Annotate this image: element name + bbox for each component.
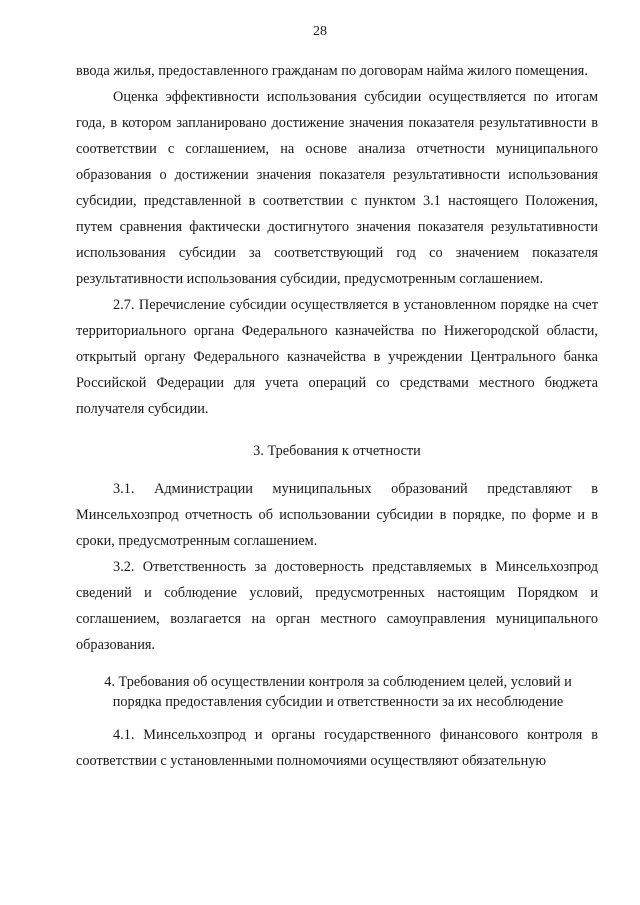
paragraph-2-7: 2.7. Перечисление субсидии осуществляется в установленном порядке на счет территориального органа Федерального казначейства по Нижегородской области, открытый органу Федерального казначейства в учреждении Центрального банка Российской Федерации для учета операций со средствами местного бюджета получателя субсидии. [76,297,598,417]
paragraph-3-1: 3.1. Администрации муниципальных образований представляют в Минсельхозпрод отчетность об использовании субсидии в порядке, по форме и в сроки, предусмотренным соглашением. [76,481,598,549]
section-4-heading-wrap [68,672,608,712]
section-3-heading: 3. Требования к отчетности [253,443,421,459]
section-4-heading-line-2: порядка предоставления субсидии и ответственности за их несоблюдение [112,694,564,710]
page-number: 28 [313,24,327,39]
paragraph-3-2: 3.2. Ответственность за достоверность представляемых в Минсельхозпрод сведений и соблюдение условий, предусмотренных настоящим Порядком и соглашением, возлагается на орган местного самоуправления муниципального образования. [76,559,598,653]
section-4-heading [68,672,608,712]
paragraph-efficiency-assessment: Оценка эффективности использования субсидии осуществляется по итогам года, в котором запланировано достижение значения показателя результативности в соответствии с соглашением, на основе анализа отчетности муниципального образования о достижении значения показателя результативности использования субсидии, представленной в соответствии с пунктом 3.1 настоящего Положения, путем сравнения фактически достигнутого значения показателя результативности использования субсидии за соответствующий год со значением показателя результативности использования субсидии, предусмотренным соглашением. [76,89,598,287]
paragraph-4-1: 4.1. Минсельхозпрод и органы государственного финансового контроля в соответствии с установленными полномочиями осуществляют обязательную [76,727,598,769]
paragraph-continuation: ввода жилья, предоставленного гражданам по договорам найма жилого помещения. [76,63,588,79]
document-body [76,58,598,774]
section-4-heading-line-1: 4. Требования об осуществлении контроля за соблюдением целей, условий и [104,674,572,690]
